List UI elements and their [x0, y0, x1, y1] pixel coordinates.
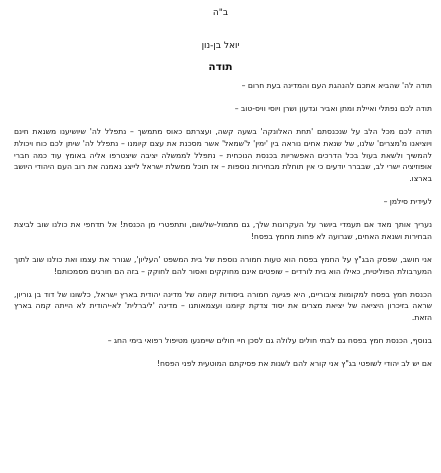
document-title: תודה — [208, 61, 233, 73]
paragraph: תודה לכם מכל הלב על שנכנסתם 'תחת האלונקה' בשעה קשה, ועצרתם כאוס מתמשך – נתפלל לה' שיושיענו משנאת חינם ויוציאנו מ'מצרים' שלנו, של שנאת אחים נוראה בין 'ימין' ל'שמאל' אשר מסכנת את עצם קיומנו – נתפלל לה' שיתן לכם כוח ויכולת להמשיך ולשאת בעול בכל הדרכים האפשריות בכנסת הנוכחית – נתפלל לממשלה יציבה שיצטרפו אליה באומץ עוד כמה חברי אופוזיציה ישרי לב, שבברר יודעים כי אין תוחלת מבחירות נוספות – אז תוכל ממשלת ישראל לייצג נאמנה את רוב העם היהודי היושב בארצו. — [14, 127, 432, 183]
paragraph: אם יש לב יהודי לשופטי בג"ץ אני קורא להם לשנות את פסיקתם המוטעית לפני הפסח! — [156, 359, 432, 369]
paragraph: נעריך אותך מאד אם תעמדי ביושר על העקרונות שלך, גם מתמול-שלשום, ותתפטרי מן הכנסת! אל תדחפי את כולנו שוב לביצת הבחירות ושנאת האחים, שגרועה לא פחות מחמץ בפסח! — [14, 220, 432, 241]
author-name: יואל בן-נון — [201, 41, 240, 51]
paragraph: תודה לה' שהביא אתכם להנהגת העם והמדינה בעת חרום – — [241, 81, 432, 90]
paragraph: אני חושב, שפסק הבג"ץ על החמץ בפסח הוא טעות חמורה נוספת של בית המשפט 'העליון', שגורר את עצמו ואת כולנו שוב לתוך המערבולת הפוליטית, כאילו הוא בית לורדים – שופטים אינם מחוקקים ואסור להם לחוקק – בזה הם חורגים מסמכותם! — [14, 254, 432, 276]
document-body — [14, 80, 432, 381]
document-header-bh: ב"ה — [212, 8, 229, 18]
paragraph: בנוסף, הכנסת חמץ בפסח גם לבתי חולים עלולה גם לסכן חיי חולים שיימנעו מטיפול רפואי בימי החג – — [107, 336, 432, 346]
paragraph: לעידית סילמן – — [383, 196, 432, 206]
paragraph: הכנסת חמץ בפסח למקומות ציבוריים, היא פגיעה חמורה ביסודות קיומה של מדינה יהודית בארץ ישראל, כלשונו של דוד בן גוריון, שראה בזיכרון היציאה של יציאת מצרים את יסוד צדקת קיומנו ועצמאותנו – מדינה 'ליברלית' לא-יהודית לא הייתה קמה בארץ הזאת. — [14, 289, 432, 322]
paragraph: תודה לכם נפתלי ואיילת ומתן ואביר וגדעון ושרן ויוסי וויס-טוב – — [234, 104, 432, 114]
